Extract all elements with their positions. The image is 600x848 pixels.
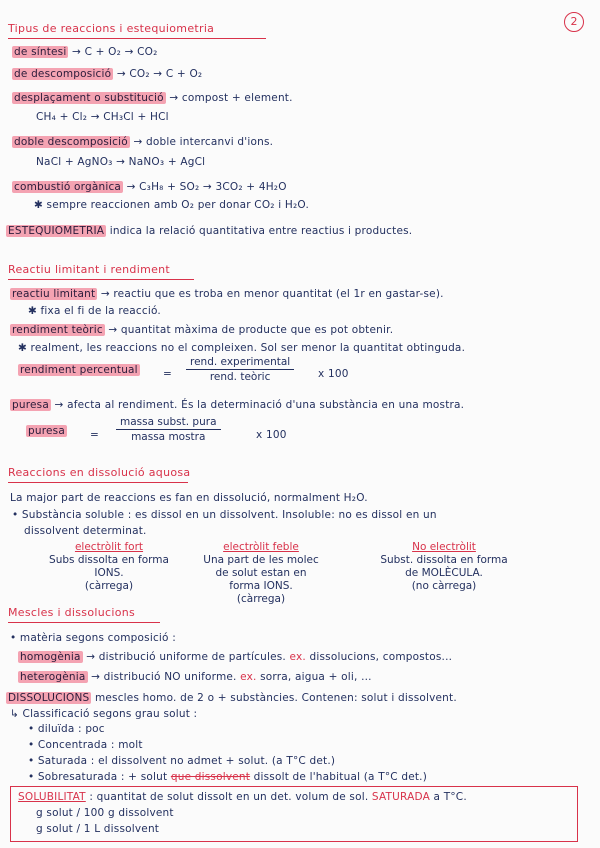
line-classification: ↳ Classificació segons grau solut :: [10, 708, 198, 720]
highlight-label: rendiment teòric: [12, 324, 103, 336]
line-heterogeneous: [18, 670, 372, 684]
page-number: 2: [564, 12, 584, 32]
equals-sign: =: [163, 368, 172, 380]
fraction-numerator: rend. experimental: [186, 356, 294, 370]
line-text: → CO₂ → C + O₂: [116, 68, 203, 80]
section-title-limiting-reagent: Reactiu limitant i rendiment: [8, 263, 171, 276]
bullet-supersaturated: [28, 770, 427, 784]
fraction-numerator: massa subst. pura: [116, 416, 221, 430]
line-text: → distribució NO uniforme.: [91, 671, 237, 683]
section-title-aqueous: Reaccions en dissolució aquosa: [8, 466, 191, 479]
line-text: dissolucions, compostos...: [309, 651, 453, 663]
line-displacement: [12, 91, 293, 105]
highlight-label: SOLUBILITAT: [18, 791, 86, 803]
line-text: → C₃H₈ + SO₂ → 3CO₂ + 4H₂O: [126, 181, 287, 193]
section-title-reaction-types: Tipus de reaccions i estequiometria: [8, 22, 215, 35]
struck-text: que dissolvent: [170, 771, 251, 783]
line-combustion: [12, 180, 287, 194]
note-theoretical-yield: ✱ realment, les reaccions no el compleixen. Sol ser menor la quantitat obtinguda.: [18, 342, 466, 354]
column-header: No electròlit: [412, 541, 476, 553]
line-text: → distribució uniforme de partícules.: [86, 651, 286, 663]
column-non-electrolyte: [364, 541, 524, 593]
column-line: de solut estan en: [215, 567, 307, 579]
bullet-diluted: • diluïda : poc: [28, 723, 105, 735]
line-stoichiometry: [6, 224, 412, 238]
highlight-label: homogènia: [20, 651, 81, 663]
line-solubility: [18, 790, 467, 804]
line-text: → compost + element.: [169, 92, 293, 104]
highlight-label: puresa: [28, 425, 65, 437]
title-underline: [8, 482, 188, 483]
equals-sign: =: [90, 429, 99, 441]
highlight-label: puresa: [12, 399, 49, 411]
fraction-denominator: rend. teòric: [209, 371, 271, 383]
line-text: • Sobresaturada : + solut: [28, 771, 168, 783]
line-soluble: • Substància soluble : es dissol en un dissolvent. Insoluble: no es dissol en un: [12, 509, 437, 521]
column-line: Una part de les molec: [203, 554, 319, 566]
highlight-label: de síntesi: [14, 46, 67, 58]
example-label: ex.: [240, 671, 257, 683]
purity-fraction: [116, 416, 221, 443]
column-line: Subs dissolta en forma: [49, 554, 169, 566]
line-matter-composition: • matèria segons composició :: [10, 632, 176, 644]
highlight-label: ESTEQUIOMETRIA: [8, 225, 105, 237]
line-aqueous-intro: La major part de reaccions es fan en dissolució, normalment H₂O.: [10, 492, 368, 504]
line-homogeneous: [18, 650, 452, 664]
saturated-label: SATURADA: [371, 791, 430, 803]
line-text: indica la relació quantitativa entre reactius i productes.: [109, 225, 413, 237]
line-text: mescles homo. de 2 o + substàncies. Contenen: solut i dissolvent.: [94, 692, 457, 704]
bullet-concentrated: • Concentrada : molt: [28, 739, 143, 751]
line-double-decomposition: [12, 135, 273, 149]
line-text: → C + O₂ → CO₂: [72, 46, 158, 58]
line-text: dissolt de l'habitual (a T°C det.): [253, 771, 428, 783]
equation-displacement: CH₄ + Cl₂ → CH₃Cl + HCl: [36, 111, 169, 123]
note-limiting-reagent: ✱ fixa el fi de la reacció.: [28, 305, 161, 317]
title-underline: [8, 38, 266, 39]
line-theoretical-yield: [10, 323, 393, 337]
column-line: de MOLÈCULA.: [405, 567, 483, 579]
line-synthesis: [12, 45, 158, 59]
column-line: (càrrega): [84, 580, 134, 592]
solubility-unit-2: g solut / 1 L dissolvent: [36, 823, 160, 835]
line-text: → reactiu que es troba en menor quantitat (el 1r en gastar-se).: [100, 288, 444, 300]
percent-yield-fraction: [186, 356, 294, 383]
column-strong-electrolyte: [34, 541, 184, 593]
highlight-label: doble descomposició: [14, 136, 128, 148]
highlight-label: desplaçament o substitució: [14, 92, 164, 104]
title-underline: [8, 279, 194, 280]
example-label: ex.: [289, 651, 306, 663]
section-title-mixtures: Mescles i dissolucions: [8, 606, 136, 619]
bullet-saturated: • Saturada : el dissolvent no admet + solut. (a T°C det.): [28, 755, 336, 767]
line-text: a T°C.: [433, 791, 467, 803]
line-limiting-reagent: [10, 287, 444, 301]
times-100: x 100: [256, 429, 287, 441]
column-line: (càrrega): [236, 593, 286, 605]
title-underline: [8, 622, 160, 623]
solubility-unit-1: g solut / 100 g dissolvent: [36, 807, 174, 819]
equation-double-decomposition: NaCl + AgNO₃ → NaNO₃ + AgCl: [36, 156, 206, 168]
column-line: (no càrrega): [411, 580, 477, 592]
line-purity-formula-label: [26, 424, 67, 438]
highlight-label: reactiu limitant: [12, 288, 96, 300]
highlight-label: DISSOLUCIONS: [8, 692, 90, 704]
fraction-denominator: massa mostra: [131, 431, 206, 443]
line-text: → afecta al rendiment. És la determinació d'una substància en una mostra.: [54, 399, 465, 411]
column-line: forma IONS.: [229, 580, 293, 592]
column-line: IONS.: [94, 567, 124, 579]
line-soluble-cont: dissolvent determinat.: [24, 525, 147, 537]
line-purity: [10, 398, 464, 412]
highlight-label: heterogènia: [20, 671, 86, 683]
column-header: electròlit feble: [223, 541, 299, 553]
line-text: → quantitat màxima de producte que es pot obtenir.: [108, 324, 394, 336]
column-header: electròlit fort: [74, 541, 144, 553]
column-line: Subst. dissolta en forma: [380, 554, 508, 566]
line-solutions: [6, 691, 457, 705]
note-combustion: ✱ sempre reaccionen amb O₂ per donar CO₂ i H₂O.: [34, 199, 309, 211]
highlight-label: combustió orgànica: [14, 181, 122, 193]
times-100: x 100: [318, 368, 349, 380]
line-percent-yield-label: [18, 363, 140, 377]
column-weak-electrolyte: [186, 541, 336, 606]
line-text: : quantitat de solut dissolt en un det. volum de sol.: [89, 791, 369, 803]
line-text: sorra, aigua + oli, ...: [260, 671, 372, 683]
line-text: → doble intercanvi d'ions.: [133, 136, 274, 148]
highlight-label: rendiment percentual: [20, 364, 138, 376]
line-decomposition: [12, 67, 202, 81]
highlight-label: de descomposició: [14, 68, 112, 80]
